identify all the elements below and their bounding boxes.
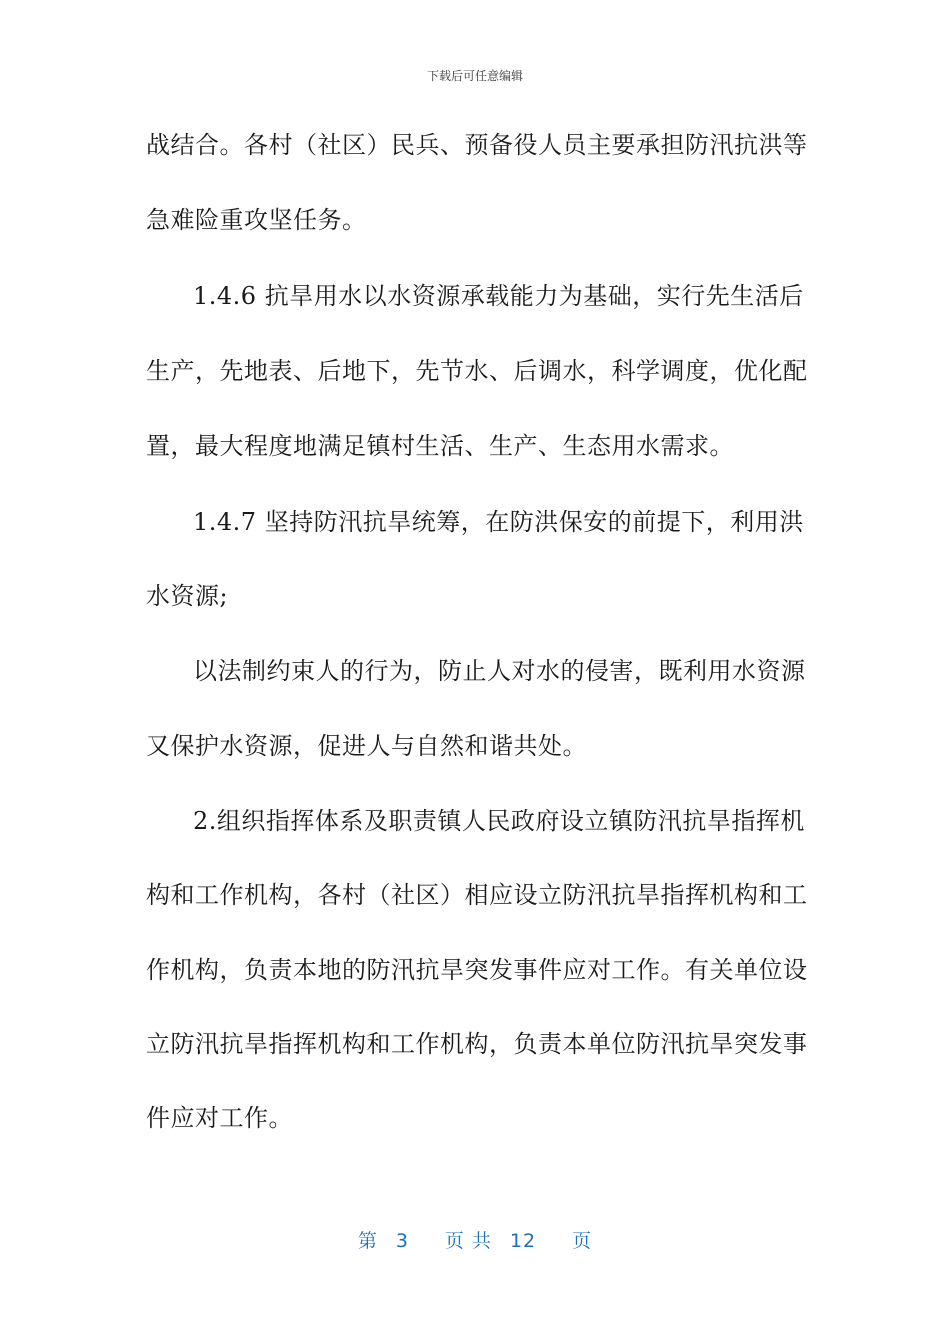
page-footer xyxy=(0,1226,950,1253)
footer-prefix: 第 xyxy=(357,1230,378,1252)
body-line-14: 件应对工作。 xyxy=(146,1104,293,1132)
body-line-5: 置，最大程度地满足镇村生活、生产、生态用水需求。 xyxy=(146,432,734,460)
body-line-9: 又保护水资源，促进人与自然和谐共处。 xyxy=(146,732,587,760)
body-line-2: 急难险重攻坚任务。 xyxy=(146,206,367,234)
footer-middle: 页 共 xyxy=(444,1230,492,1252)
footer-current-page: 3 xyxy=(395,1230,409,1252)
body-line-1: 战结合。各村（社区）民兵、预备役人员主要承担防汛抗洪等 xyxy=(146,131,808,159)
body-line-10: 2.组织指挥体系及职责镇人民政府设立镇防汛抗旱指挥机 xyxy=(193,807,805,835)
body-line-6: 1.4.7 坚持防汛抗旱统筹，在防洪保安的前提下，利用洪 xyxy=(193,508,804,536)
body-line-7: 水资源; xyxy=(146,582,229,610)
body-line-11: 构和工作机构，各村（社区）相应设立防汛抗旱指挥机构和工 xyxy=(146,881,808,909)
body-line-3: 1.4.6 抗旱用水以水资源承载能力为基础，实行先生活后 xyxy=(193,282,804,310)
footer-suffix: 页 xyxy=(572,1230,593,1252)
header-note: 下载后可任意编辑 xyxy=(426,69,523,83)
body-line-12: 作机构，负责本地的防汛抗旱突发事件应对工作。有关单位设 xyxy=(146,956,808,984)
body-line-13: 立防汛抗旱指挥机构和工作机构，负责本单位防汛抗旱突发事 xyxy=(146,1030,808,1058)
body-line-4: 生产，先地表、后地下，先节水、后调水，科学调度，优化配 xyxy=(146,357,808,385)
body-line-8: 以法制约束人的行为，防止人对水的侵害，既利用水资源 xyxy=(193,657,806,685)
footer-total-pages: 12 xyxy=(509,1230,537,1252)
